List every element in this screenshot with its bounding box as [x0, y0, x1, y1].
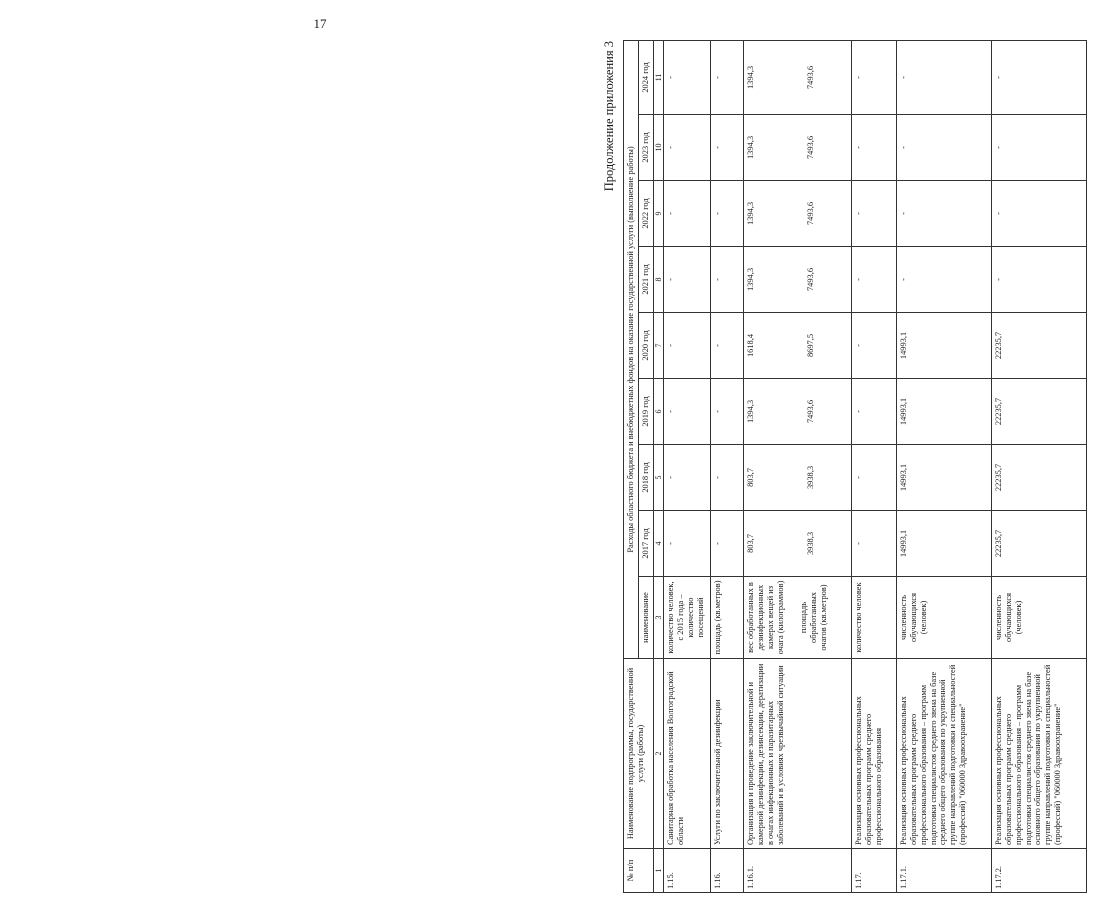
value-cell: - [663, 313, 710, 379]
row-indicator-cell [743, 577, 851, 659]
value-cell: - [663, 247, 710, 313]
value-cell: - [851, 511, 896, 577]
value-cell: - [710, 445, 743, 511]
column-index: 4 [653, 511, 663, 577]
value-cell: 14993,1 [896, 313, 991, 379]
value-primary: 1394,3 [745, 65, 755, 90]
row-name: Организация и проведение заключительной и камерной дезинфекции, дезинсекции, дератизации в очагах инфекционных и паразитарных заболеваний и в условиях чрезвычайной ситуации [743, 659, 851, 849]
column-index-row [653, 40, 663, 892]
rotated-page-content [596, 35, 1096, 897]
value-secondary: 7493,6 [805, 267, 815, 292]
value-cell [743, 379, 851, 445]
value-cell: - [663, 445, 710, 511]
column-index: 9 [653, 181, 663, 247]
row-indicator: численность обучающихся (человек) [896, 577, 991, 659]
value-cell: - [663, 379, 710, 445]
value-cell: - [851, 40, 896, 114]
page-number: 17 [313, 16, 327, 31]
table-header-row [624, 40, 639, 892]
value-cell [743, 181, 851, 247]
value-secondary: 3938,3 [805, 465, 815, 490]
value-primary: 1394,3 [745, 399, 755, 424]
value-cell: - [710, 247, 743, 313]
header-year: 2017 год [638, 511, 653, 577]
value-secondary: 8697,5 [805, 333, 815, 358]
value-cell: - [710, 40, 743, 114]
value-primary: 803,7 [745, 468, 755, 487]
value-cell: - [851, 313, 896, 379]
header-year: 2023 год [638, 115, 653, 181]
row-name: Реализация основных профессиональных образовательных программ среднего профессионального образования – программ подготовки специалистов среднего звена на базе основного общего образования по укрупненной группе направлений подготовки и специальностей (профессий) "060000 Здравоохранение" [991, 659, 1086, 849]
row-number: 1.16.1. [743, 849, 851, 893]
value-cell: - [710, 313, 743, 379]
row-name: Реализация основных профессиональных образовательных программ среднего профессионального образования [851, 659, 896, 849]
value-secondary: 7493,6 [805, 201, 815, 226]
value-cell: - [710, 511, 743, 577]
row-indicator: количество человек [851, 577, 896, 659]
value-cell: 22235,7 [991, 445, 1086, 511]
value-cell [743, 115, 851, 181]
value-cell [743, 313, 851, 379]
table-row [991, 40, 1086, 892]
column-index: 5 [653, 445, 663, 511]
column-index: 6 [653, 379, 663, 445]
row-number: 1.17. [851, 849, 896, 893]
value-cell [743, 511, 851, 577]
value-cell: - [991, 115, 1086, 181]
row-indicator: площадь (кв.метров) [710, 577, 743, 659]
column-index: 10 [653, 115, 663, 181]
value-cell [743, 247, 851, 313]
row-name: Санитарная обработка населения Волгоградской области [663, 659, 710, 849]
value-cell: - [851, 445, 896, 511]
column-index: 2 [653, 659, 663, 849]
column-index: 1 [653, 849, 663, 893]
value-cell: 14993,1 [896, 445, 991, 511]
value-primary: 1618,4 [745, 333, 755, 358]
header-year: 2022 год [638, 181, 653, 247]
value-secondary: 7493,6 [805, 399, 815, 424]
row-indicator: численность обучающихся (человек) [991, 577, 1086, 659]
value-cell: 14993,1 [896, 379, 991, 445]
header-indicator: наименование [638, 577, 653, 659]
row-indicator: количество человек, с 2015 года – количество посещений [663, 577, 710, 659]
table-row [851, 40, 896, 892]
value-primary: 803,7 [745, 534, 755, 553]
column-index: 8 [653, 247, 663, 313]
continuation-note: Продолжение приложения 3 [602, 41, 616, 192]
table-row [663, 40, 710, 892]
header-year: 2024 год [638, 40, 653, 114]
header-year: 2019 год [638, 379, 653, 445]
header-group-title: Расходы областного бюджета и внебюджетных фондов на оказание государственной услуги (выполнение работы) [624, 40, 639, 658]
value-cell: - [991, 181, 1086, 247]
value-cell [743, 445, 851, 511]
value-cell: - [710, 115, 743, 181]
value-primary: 1394,3 [745, 201, 755, 226]
value-cell: - [710, 181, 743, 247]
row-name: Реализация основных профессиональных образовательных программ среднего профессионального образования – программ подготовки специалистов среднего звена на базе среднего общего образования по укрупненной группе направлений подготовки и специальностей (профессий) "060000 Здравоохранение" [896, 659, 991, 849]
value-cell: - [663, 511, 710, 577]
value-cell: - [663, 115, 710, 181]
row-number: 1.16. [710, 849, 743, 893]
expenses-table [623, 40, 1087, 893]
value-secondary: 7493,6 [805, 65, 815, 90]
value-cell: - [851, 115, 896, 181]
row-number: 1.17.1. [896, 849, 991, 893]
value-secondary: 3938,3 [805, 531, 815, 556]
value-primary: 1394,3 [745, 267, 755, 292]
row-number: 1.15. [663, 849, 710, 893]
table-row [743, 40, 851, 892]
value-cell: - [663, 40, 710, 114]
header-year: 2020 год [638, 313, 653, 379]
value-cell: - [896, 181, 991, 247]
value-cell: - [851, 181, 896, 247]
column-index: 7 [653, 313, 663, 379]
value-cell [743, 40, 851, 114]
value-secondary: 7493,6 [805, 135, 815, 160]
value-cell: - [851, 379, 896, 445]
value-cell: - [851, 247, 896, 313]
row-indicator: вес обработанных в дезинфекционных камерах вещей из очага (килограммов) [745, 580, 785, 655]
value-cell: - [710, 379, 743, 445]
value-cell: 22235,7 [991, 379, 1086, 445]
column-index: 11 [653, 40, 663, 114]
row-number: 1.17.2. [991, 849, 1086, 893]
table-row [710, 40, 743, 892]
value-cell: - [991, 247, 1086, 313]
header-year: 2021 год [638, 247, 653, 313]
value-cell: - [991, 40, 1086, 114]
row-indicator-secondary: площадь обработанных очагов (кв.метров) [799, 584, 829, 651]
column-index: 3 [653, 577, 663, 659]
value-cell: - [896, 247, 991, 313]
table-row [896, 40, 991, 892]
value-cell: - [663, 181, 710, 247]
header-year: 2018 год [638, 445, 653, 511]
value-cell: - [896, 40, 991, 114]
row-name: Услуги по заключительной дезинфекции [710, 659, 743, 849]
value-primary: 1394,3 [745, 135, 755, 160]
header-name: Наименование подпрограммы, государственной услуги (работы) [624, 659, 654, 849]
value-cell: - [896, 115, 991, 181]
value-cell: 14993,1 [896, 511, 991, 577]
value-cell: 22235,7 [991, 313, 1086, 379]
header-no: № п/п [624, 849, 654, 893]
value-cell: 22235,7 [991, 511, 1086, 577]
